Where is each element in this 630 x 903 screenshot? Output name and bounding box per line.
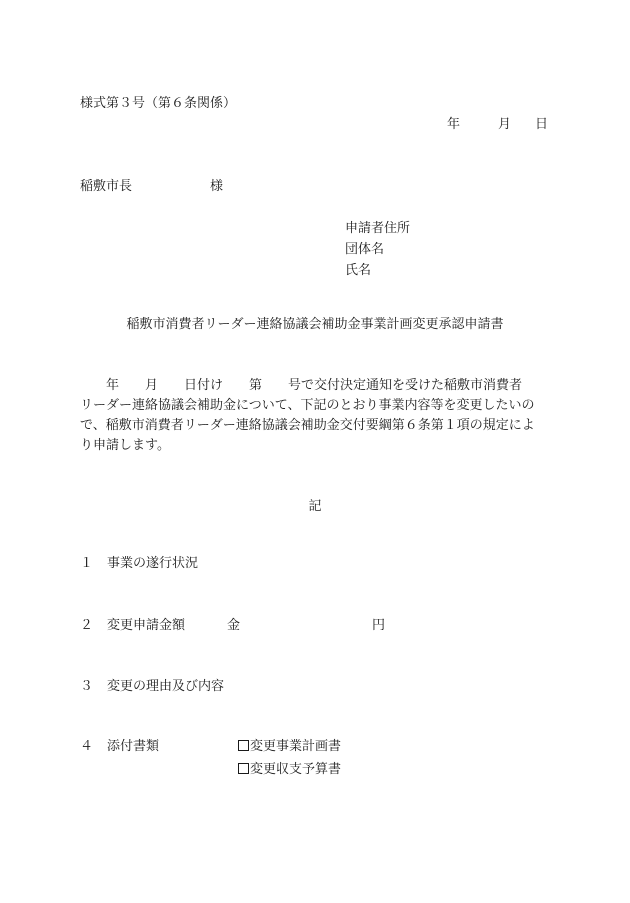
body-paragraph	[80, 376, 558, 456]
addressee-name: 稲敷市長	[80, 179, 133, 194]
amount-yen-label: 円	[372, 618, 386, 633]
applicant-address-label: 申請者住所	[345, 221, 411, 236]
item-number: １	[80, 556, 94, 571]
attachment-list	[238, 740, 341, 780]
body-line: リーダー連絡協議会補助金について、下記のとおり事業内容等を変更したいの	[80, 398, 535, 413]
item-label: 変更申請金額	[107, 618, 186, 633]
attachment-option[interactable]	[238, 740, 341, 760]
item-progress	[80, 557, 198, 570]
attachment-option[interactable]	[238, 760, 341, 780]
checkbox-icon[interactable]	[238, 740, 249, 751]
document-title: 稲敷市消費者リーダー連絡協議会補助金事業計画変更承認申請書	[126, 317, 504, 332]
addressee-honorific: 様	[210, 179, 224, 194]
form-number: 様式第３号（第６条関係）	[80, 96, 237, 111]
date-line	[447, 118, 548, 131]
date-day: 日	[534, 117, 548, 132]
body-line: で、稲敷市消費者リーダー連絡協議会補助金交付要綱第６条第１項の規定によ	[80, 418, 535, 433]
item-change-amount	[80, 619, 185, 632]
body-line: 年 月 日付け 第 号で交付決定通知を受けた稲敷市消費者	[80, 378, 523, 393]
applicant-name-label: 氏名	[345, 263, 372, 278]
date-year: 年	[446, 117, 460, 132]
applicant-organization-label: 団体名	[345, 242, 385, 257]
addressee	[80, 180, 223, 193]
ki-heading: 記	[308, 499, 322, 514]
item-number: ２	[80, 618, 94, 633]
amount-kin-label: 金	[227, 618, 241, 633]
item-label: 添付書類	[107, 739, 160, 754]
item-change-reason	[80, 680, 224, 693]
body-line: り申請します。	[80, 438, 170, 453]
item-number: ３	[80, 679, 94, 694]
item-label: 変更の理由及び内容	[107, 679, 225, 694]
item-label: 事業の遂行状況	[107, 556, 199, 571]
applicant-block	[345, 218, 410, 281]
attachment-label: 変更事業計画書	[250, 739, 342, 754]
checkbox-icon[interactable]	[238, 763, 249, 774]
date-month: 月	[497, 117, 511, 132]
item-attachments	[80, 740, 159, 753]
attachment-label: 変更収支予算書	[250, 762, 342, 777]
item-number: ４	[80, 739, 94, 754]
